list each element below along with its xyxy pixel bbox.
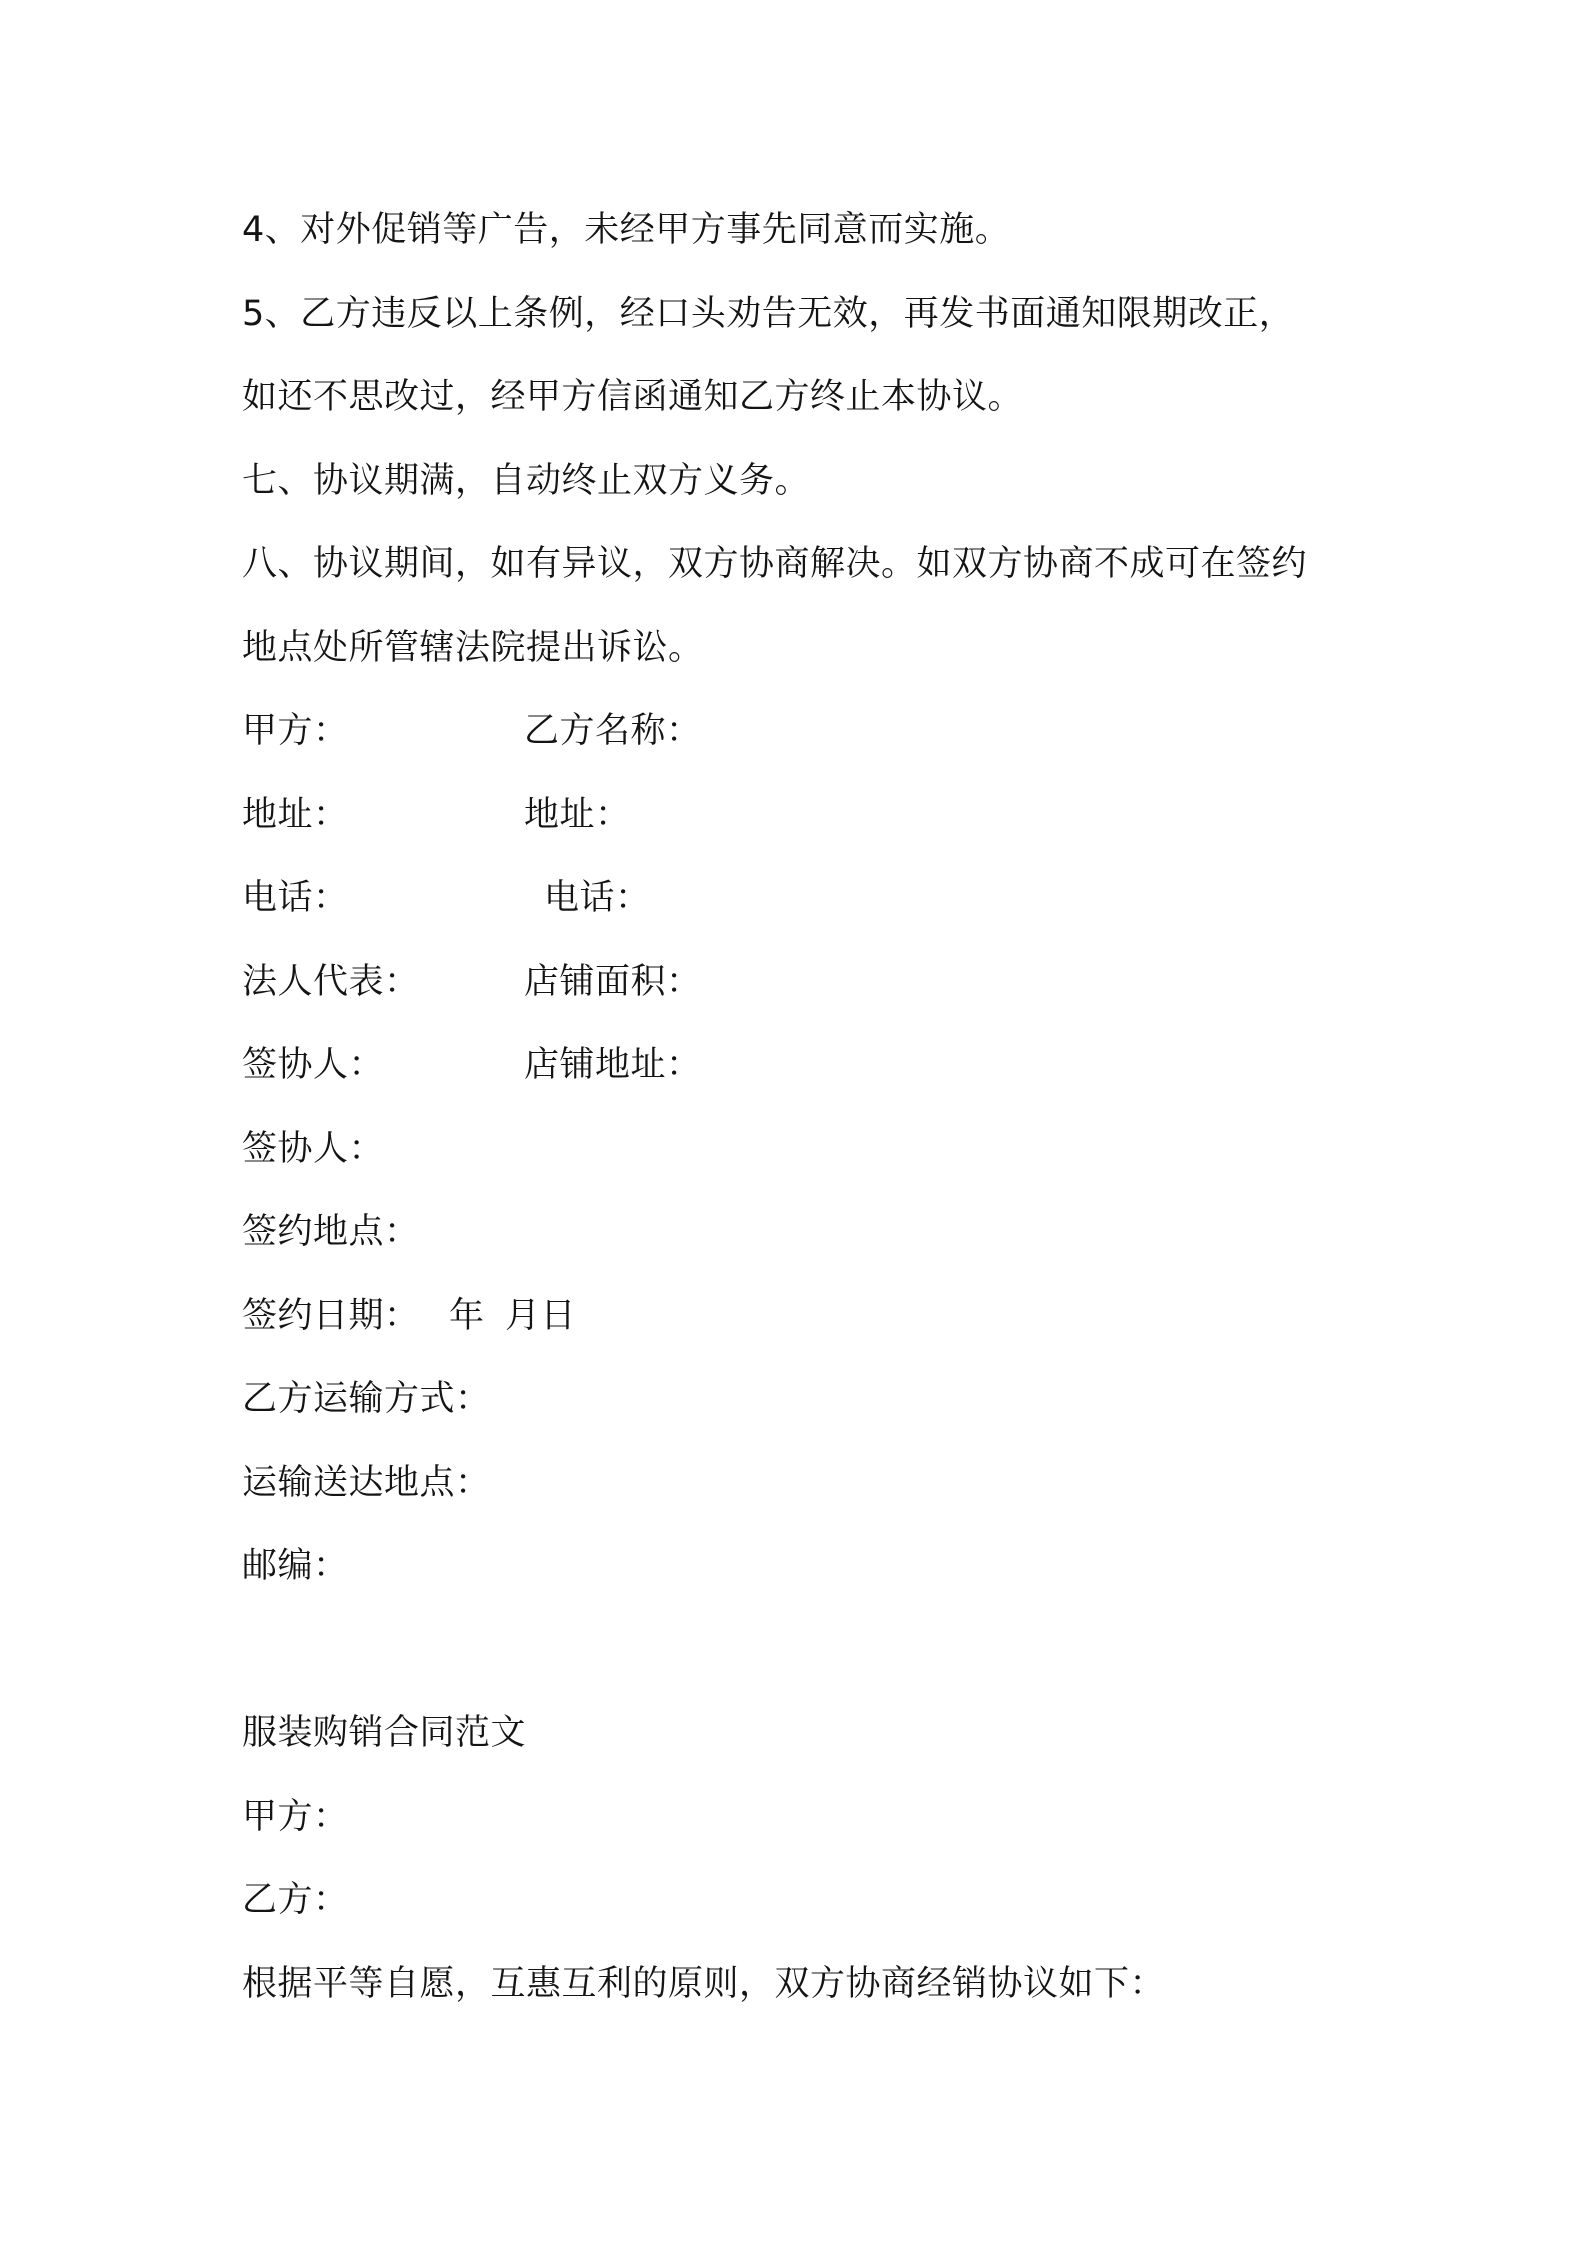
address-b-label: 地址： <box>524 795 631 835</box>
party-b-name-label: 乙方名称： <box>524 711 702 751</box>
postcode-label: 邮编： <box>242 1546 349 1586</box>
signature-row-signer <box>242 1041 702 1089</box>
phone-b-label: 电话： <box>544 878 651 918</box>
phone-a-label: 电话： <box>242 878 349 918</box>
article-7: 七、协议期满，自动终止双方义务。 <box>242 461 811 501</box>
signing-date-row <box>242 1292 577 1340</box>
legal-rep-label: 法人代表： <box>242 962 420 1002</box>
address-a-label: 地址： <box>242 795 349 835</box>
article-8-line-1: 八、协议期间，如有异议，双方协商解决。如双方协商不成可在签约 <box>242 544 1308 584</box>
signer-1-label: 签协人： <box>242 1045 385 1085</box>
party-a-label: 甲方： <box>242 711 349 751</box>
signing-date-label: 签约日期： <box>242 1296 420 1336</box>
signing-date-month-day: 月日 <box>505 1296 577 1336</box>
clause-5-line-2: 如还不思改过，经甲方信函通知乙方终止本协议。 <box>242 377 1024 417</box>
next-contract-title: 服装购销合同范文 <box>242 1713 527 1753</box>
signature-row-legal <box>242 958 702 1006</box>
signer-2-label: 签协人： <box>242 1129 385 1169</box>
store-address-label: 店铺地址： <box>524 1045 702 1085</box>
signature-row-party <box>242 707 702 755</box>
delivery-place-label: 运输送达地点： <box>242 1463 491 1503</box>
signature-row-phone <box>242 874 651 922</box>
signing-place-label: 签约地点： <box>242 1212 420 1252</box>
clause-4: 4、对外促销等广告，未经甲方事先同意而实施。 <box>242 210 1011 250</box>
next-contract-party-b: 乙方： <box>242 1880 349 1920</box>
next-contract-party-a: 甲方： <box>242 1797 349 1837</box>
party-b-transport-label: 乙方运输方式： <box>242 1379 491 1419</box>
clause-5-line-1: 5、乙方违反以上条例，经口头劝告无效，再发书面通知限期改正， <box>242 294 1295 334</box>
signature-row-address <box>242 791 631 839</box>
next-contract-intro: 根据平等自愿，互惠互利的原则，双方协商经销协议如下： <box>242 1964 1166 2004</box>
store-area-label: 店铺面积： <box>524 962 702 1002</box>
signing-date-year: 年 <box>449 1296 485 1336</box>
article-8-line-2: 地点处所管辖法院提出诉讼。 <box>242 628 704 668</box>
